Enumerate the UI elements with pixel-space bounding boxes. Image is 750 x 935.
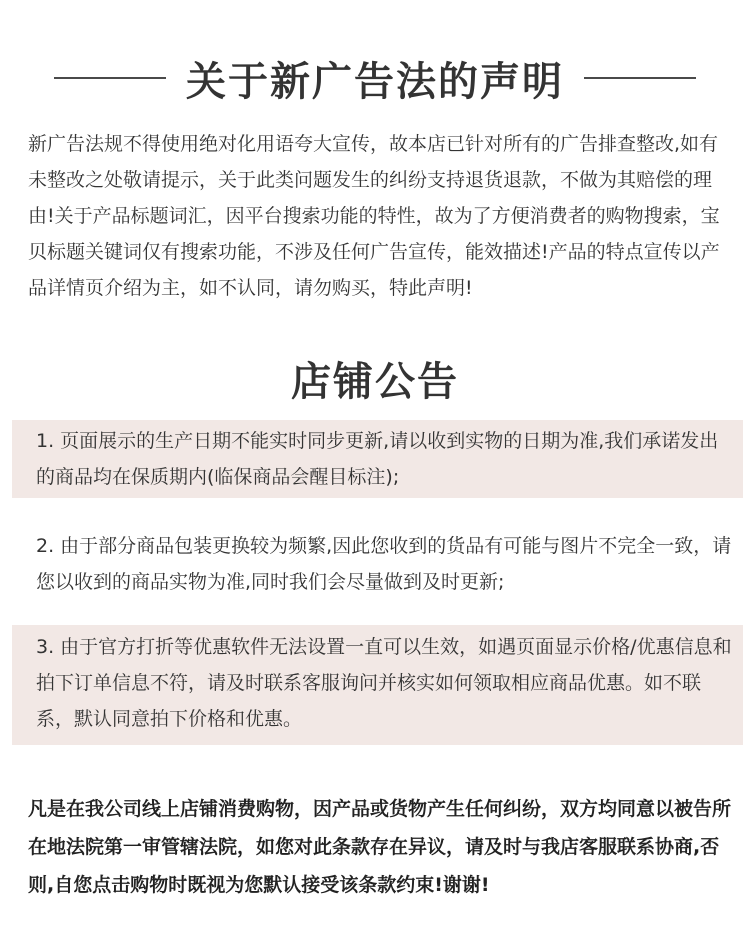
title-right-rule [584,77,696,79]
notice-item-2-text: 2. 由于部分商品包装更换较为频繁,因此您收到的货品有可能与图片不完全一致，请您以收到的商品实物为准,同时我们会尽量做到及时更新; [36,535,732,593]
declaration-title: 关于新广告法的声明 [186,58,564,105]
notice-item-1-text: 1. 页面展示的生产日期不能实时同步更新,请以收到实物的日期为准,我们承诺发出的商品均在保质期内(临保商品会醒目标注); [36,430,719,488]
footer-disclaimer: 凡是在我公司线上店铺消费购物，因产品或货物产生任何纠纷，双方均同意以被告所在地法院第一审管辖法院，如您对此条款存在异议，请及时与我店客服联系协商,否则,自您点击购物时既视为您默认接受该条款约束!谢谢! [28,798,732,896]
notice-item-2 [12,528,743,606]
notice-item-3 [12,625,743,745]
announcement-title: 店铺公告 [291,359,459,405]
declaration-body: 新广告法规不得使用绝对化用语夸大宣传，故本店已针对所有的广告排查整改,如有未整改之处敬请提示，关于此类问题发生的纠纷支持退货退款，不做为其赔偿的理由!关于产品标题词汇，因平台搜索功能的特性，故为了方便消费者的购物搜索，宝贝标题关键词仅有搜索功能，不涉及任何广告宣传，能效描述!产品的特点宣传以产品详情页介绍为主，如不认同，请勿购买，特此声明! [28,133,720,299]
declaration-header [0,50,750,106]
notice-item-3-text: 3. 由于官方打折等优惠软件无法设置一直可以生效，如遇页面显示价格/优惠信息和拍下订单信息不符，请及时联系客服询问并核实如何领取相应商品优惠。如不联系，默认同意拍下价格和优惠。 [36,636,732,730]
title-left-rule [54,77,166,79]
notice-item-1 [12,420,743,498]
